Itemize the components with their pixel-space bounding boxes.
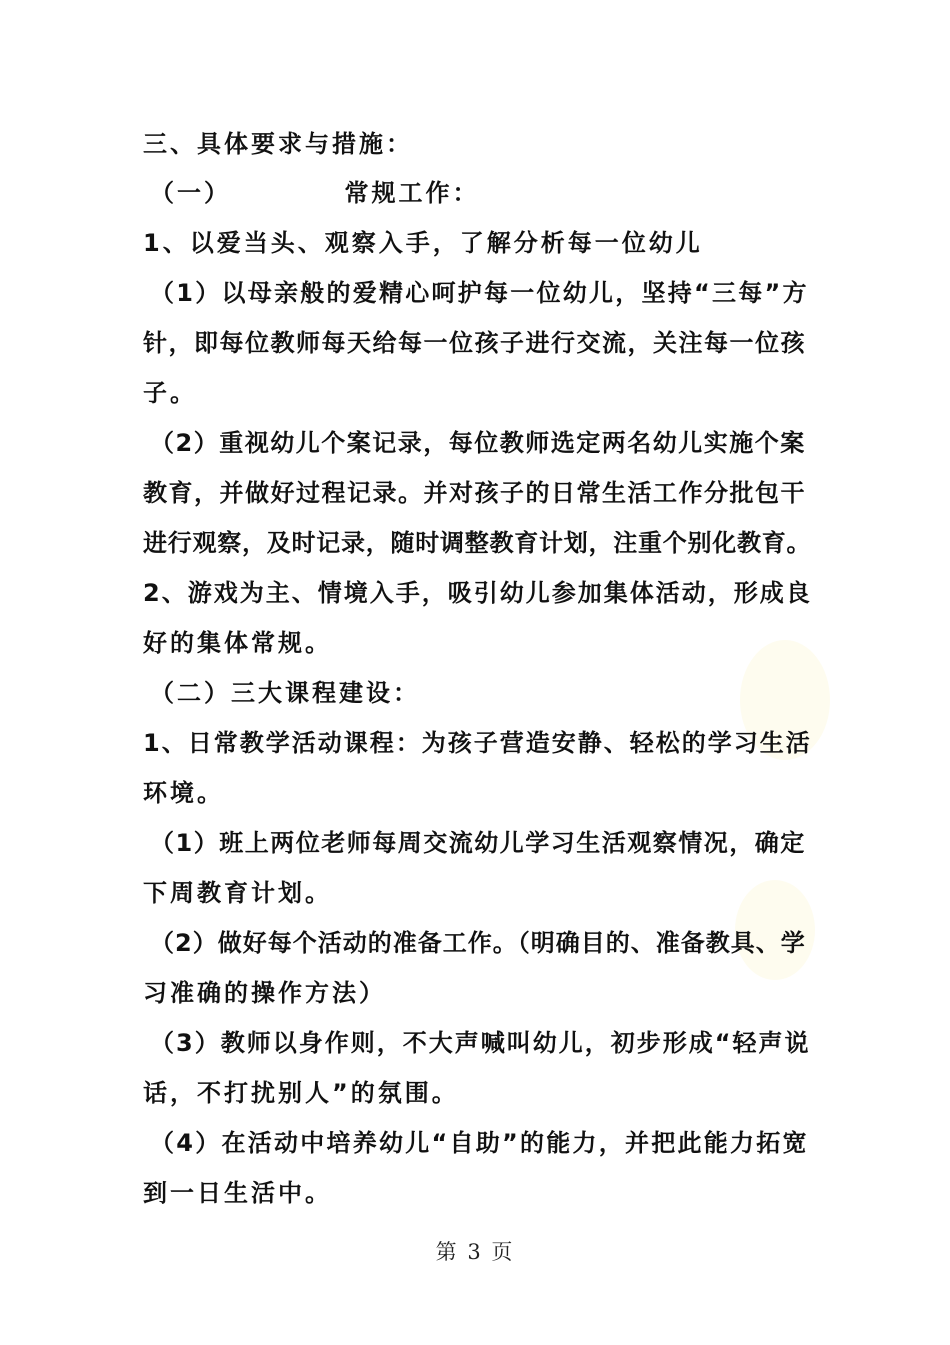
paragraph-line: 教育，并做好过程记录。并对孩子的日常生活工作分批包干 (143, 479, 806, 507)
paragraph-line: 话，不打扰别人”的氛围。 (143, 1079, 459, 1107)
section-heading-curriculum: （二）三大课程建设： (150, 679, 420, 707)
paragraph-line: （1）班上两位老师每周交流幼儿学习生活观察情况，确定 (150, 829, 806, 857)
paragraph-line: 2、游戏为主、情境入手，吸引幼儿参加集体活动，形成良 (143, 579, 812, 607)
paragraph-line: 到一日生活中。 (143, 1179, 332, 1207)
paragraph-line: 好的集体常规。 (143, 629, 332, 657)
paragraph-line: （3）教师以身作则，不大声喊叫幼儿，初步形成“轻声说 (150, 1029, 811, 1057)
paragraph-line: 1、日常教学活动课程：为孩子营造安静、轻松的学习生活 (143, 729, 812, 757)
paragraph-line: （4）在活动中培养幼儿“自助”的能力，并把此能力拓宽 (150, 1129, 809, 1157)
paragraph-line: 习准确的操作方法） (143, 979, 386, 1007)
paragraph-line: （1）以母亲般的爱精心呵护每一位幼儿，坚持“三每”方 (150, 279, 809, 307)
paragraph-line: 进行观察，及时记录，随时调整教育计划，注重个别化教育。 (143, 529, 812, 557)
paragraph-line: 1、以爱当头、观察入手，了解分析每一位幼儿 (143, 229, 703, 257)
section-heading-routine: （一） 常规工作： (150, 179, 480, 207)
paragraph-line: 子。 (143, 379, 197, 407)
heading-requirements: 三、具体要求与措施： (143, 130, 413, 158)
paragraph-line: 针，即每位教师每天给每一位孩子进行交流，关注每一位孩 (143, 329, 806, 357)
paragraph-line: 环境。 (143, 779, 224, 807)
paragraph-line: （2）重视幼儿个案记录，每位教师选定两名幼儿实施个案 (150, 429, 806, 457)
page-number: 第 3 页 (435, 1240, 515, 1264)
paragraph-line: （2）做好每个活动的准备工作。（明确目的、准备教具、学 (150, 929, 806, 957)
paragraph-line: 下周教育计划。 (143, 879, 332, 907)
